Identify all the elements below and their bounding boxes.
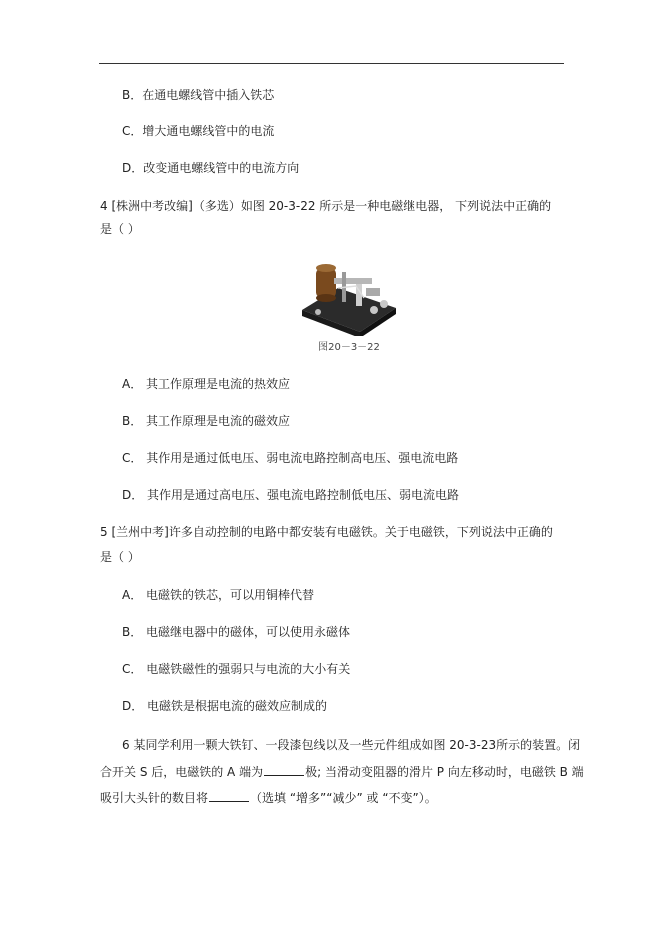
q4-option-b: B． 其工作原理是电流的磁效应 <box>122 414 291 428</box>
q5-option-c: C． 电磁铁磁性的强弱只与电流的大小有关 <box>122 662 351 676</box>
q6-stem-line2 <box>100 763 584 780</box>
q4-option-c: C． 其作用是通过低电压、弱电流电路控制高电压、强电流电路 <box>122 451 459 465</box>
q6-line2-part1: 合开关 S 后，电磁铁的 A 端为 <box>100 765 264 779</box>
q5-stem-line2: 是（ ） <box>100 550 140 564</box>
q4-option-a: A． 其工作原理是电流的热效应 <box>122 377 291 391</box>
header-rule <box>99 63 564 64</box>
q5-option-b: B． 电磁继电器中的磁体，可以使用永磁体 <box>122 625 351 639</box>
q6-blank-1[interactable] <box>264 763 304 776</box>
q6-stem-line3 <box>100 789 437 806</box>
q5-option-a: A． 电磁铁的铁芯，可以用铜棒代替 <box>122 588 315 602</box>
q3-option-b: B．在通电螺线管中插入铁芯 <box>122 88 275 102</box>
q6-stem-line1: 6 某同学利用一颗大铁钉、一段漆包线以及一些元件组成如图 20-3-23所示的装置。闭 <box>122 738 581 752</box>
q6-blank-2[interactable] <box>209 789 249 802</box>
q5-option-d: D． 电磁铁是根据电流的磁效应制成的 <box>122 699 328 713</box>
q6-line3-part2: （选填 “增多”“减少” 或 “不变”）。 <box>250 791 437 805</box>
q4-stem-line1: 4 [株洲中考改编]（多选）如图 20-3-22 所示是一种电磁继电器， 下列说法中正确的 <box>100 199 552 213</box>
q3-option-d: D．改变通电螺线管中的电流方向 <box>122 161 300 175</box>
q5-stem-line1: 5 [兰州中考]许多自动控制的电路中都安装有电磁铁。关于电磁铁，下列说法中正确的 <box>100 525 553 539</box>
relay-figure <box>298 258 398 336</box>
q6-line2-part2: 极; 当滑动变阻器的滑片 P 向左移动时，电磁铁 B 端 <box>305 765 584 779</box>
q4-stem-line2: 是（ ） <box>100 222 140 236</box>
q6-line3-part1: 吸引大头针的数目将 <box>100 791 209 805</box>
q4-option-d: D． 其作用是通过高电压、强电流电路控制低电压、弱电流电路 <box>122 488 460 502</box>
figure-caption: 图20－3－22 <box>318 342 380 353</box>
q3-option-c: C．增大通电螺线管中的电流 <box>122 124 275 138</box>
